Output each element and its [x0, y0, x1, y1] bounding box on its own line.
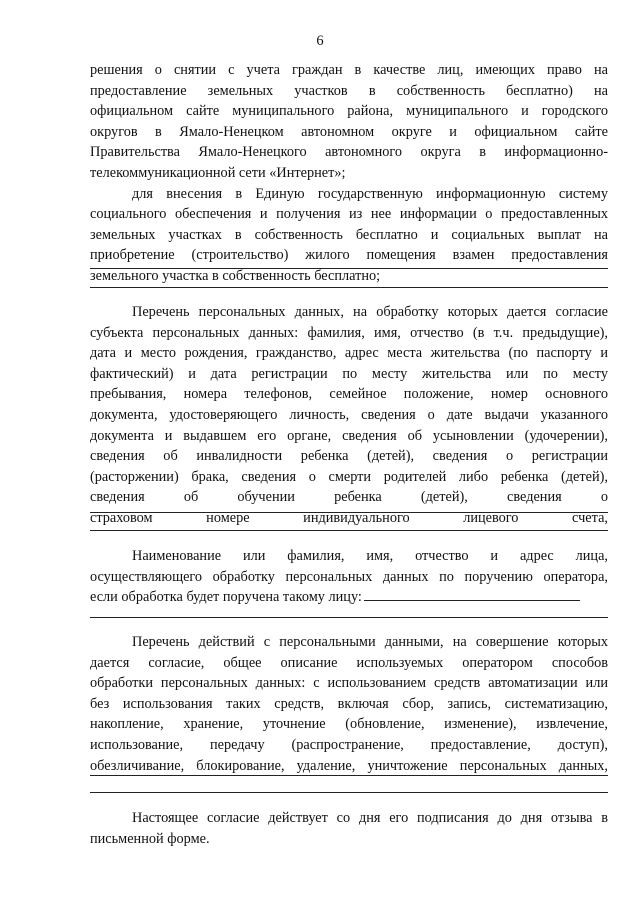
text-line: Настоящее согласие действует со дня его подписания до дня отзыва в	[132, 810, 608, 826]
text-line: Перечень персональных данных, на обработку которых дается согласие	[132, 304, 608, 320]
text-line: сведения об обучении ребенка (детей), сведения о	[90, 489, 608, 506]
text-line: фактический) и дата регистрации по месту жительства или по месту	[90, 365, 608, 382]
text-line: осуществляющего обработку персональных данных по поручению оператора,	[90, 568, 608, 585]
blank-line[interactable]	[90, 512, 608, 513]
text-line: страховом номере индивидуального лицевого счета,	[90, 509, 608, 526]
text-line: документа и выдавшем его органе, сведения об усыновлении (удочерении),	[90, 427, 608, 444]
text-line: земельных участках в собственность бесплатно и социальных выплат на	[90, 226, 608, 243]
text-line: решения о снятии с учета граждан в качестве лиц, имеющих право на	[90, 62, 608, 78]
text-line: Правительства Ямало-Ненецкого автономного округа в информационно-	[90, 144, 608, 161]
text-line: субъекта персональных данных: фамилия, имя, отчество (в т.ч. предыдущие),	[90, 324, 608, 341]
text-line: без использования таких средств, включая сбор, запись, систематизацию,	[90, 695, 608, 712]
blank-line[interactable]	[90, 268, 608, 269]
text-line: (расторжении) брака, сведения о смерти родителей либо ребенка (детей),	[90, 468, 608, 485]
text-line: письменной форме.	[90, 830, 210, 847]
paragraph-publication-purposes	[90, 60, 608, 287]
text-line: дается согласие, общее описание используемых оператором способов	[90, 654, 608, 671]
paragraph-personal-data-list	[90, 302, 608, 529]
text-line: обработки персональных данных: с использованием средств автоматизации или	[90, 675, 608, 692]
processor-name-field[interactable]	[364, 599, 580, 601]
text-line: дата и место рождения, гражданство, адрес места жительства (по паспорту и	[90, 345, 608, 362]
text-line: официальном сайте муниципального района, муниципального и городского	[90, 103, 608, 120]
paragraph-consent-validity	[90, 808, 608, 849]
blank-line[interactable]	[90, 617, 608, 618]
text-line: предоставление земельных участков в собственность бесплатно) на	[90, 82, 608, 99]
text-line: для внесения в Единую государственную информационную систему	[132, 185, 608, 202]
text-line: телекоммуникационной сети «Интернет»;	[90, 164, 346, 181]
text-line: Наименование или фамилия, имя, отчество и адрес лица,	[132, 548, 608, 564]
text-line: сведения об инвалидности ребенка (детей), сведения о регистрации	[90, 448, 608, 465]
blank-line[interactable]	[90, 792, 608, 793]
text-line: использование, передачу (распространение, предоставление, доступ),	[90, 736, 608, 753]
text-line: документа, удостоверяющего личность, сведения о дате выдачи указанного	[90, 406, 608, 423]
text-line: обезличивание, блокирование, удаление, уничтожение персональных данных,	[90, 757, 608, 774]
blank-line[interactable]	[90, 775, 608, 776]
paragraph-data-actions	[90, 632, 608, 776]
text-line: округов в Ямало-Ненецком автономном округе и официальном сайте	[90, 123, 608, 140]
text-line-with-field	[90, 587, 608, 608]
text-line: приобретение (строительство) жилого помещения взамен предоставления	[90, 247, 608, 264]
text-line: земельного участка в собственность бесплатно;	[90, 267, 381, 284]
text-line: накопление, хранение, уточнение (обновление, изменение), извлечение,	[90, 716, 608, 733]
blank-line[interactable]	[90, 287, 608, 288]
text-line: социального обеспечения и получения из нее информации о предоставленных	[90, 206, 608, 223]
text-line: пребывания, номера телефонов, семейное положение, номер основного	[90, 386, 608, 403]
blank-line[interactable]	[90, 530, 608, 531]
page-number: 6	[316, 33, 324, 49]
paragraph-processor-info	[90, 546, 608, 608]
text-line: Перечень действий с персональными данными, на совершение которых	[132, 634, 608, 650]
text-line: если обработка будет поручена такому лицу:	[90, 589, 362, 606]
